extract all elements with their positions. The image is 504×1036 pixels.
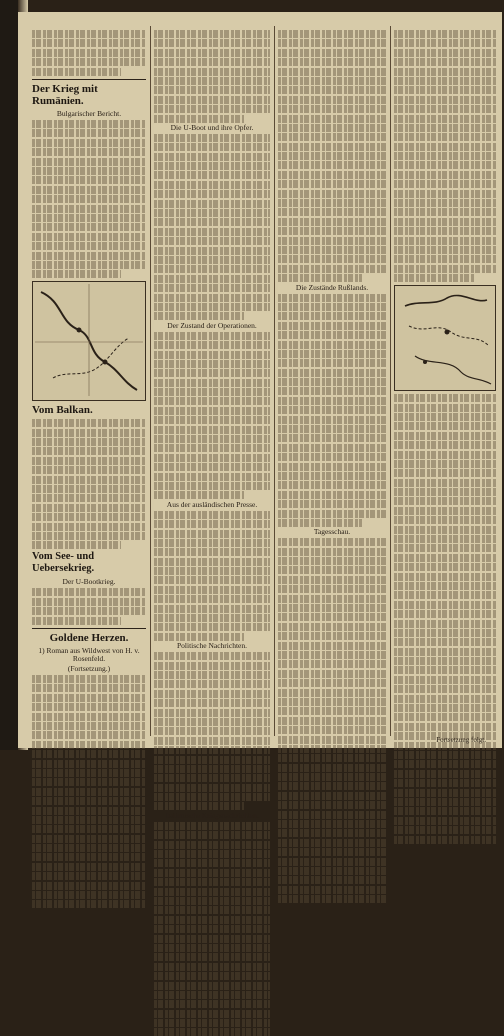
headline-rumania: Der Krieg mit Rumänien.: [32, 83, 98, 108]
column-3: [278, 30, 386, 734]
subhead-italian-news: Italienische Kriegsnachrichten.: [165, 810, 259, 820]
map-rumania-front: [32, 281, 146, 401]
subhead-daily-review: Tagesschau.: [313, 527, 351, 537]
column-rule: [274, 26, 275, 736]
subhead-uboot: Der U-Bootkrieg.: [62, 577, 116, 587]
headline-balkan: Vom Balkan.: [32, 404, 93, 417]
newspaper-page: [18, 12, 502, 820]
column-2: [154, 30, 270, 820]
subhead-foreign-press: Aus der ausländischen Presse.: [166, 499, 258, 509]
column-rule: [150, 26, 151, 736]
map-eastern-front: [394, 285, 496, 391]
continuation-note: Fortsetzung folgt.: [436, 736, 486, 744]
subhead-political-news: Politische Nachrichten.: [177, 641, 247, 651]
column-rule: [390, 26, 391, 736]
headline-sea-war: Vom See- und Uebersekrieg.: [32, 551, 95, 575]
novel-continuation: (Fortsetzung.): [67, 664, 111, 674]
subhead-uboot-victims: Die U-Boot und ihre Opfer.: [170, 122, 254, 132]
book-binding-edge: [0, 0, 18, 750]
novel-subtitle: 1) Roman aus Wildwest von H. v. Rosenfeld.: [38, 646, 140, 664]
subhead-operations: Der Zustand der Operationen.: [167, 320, 257, 330]
headline-novel: Goldene Herzen.: [49, 632, 129, 645]
column-1: [32, 30, 146, 734]
subhead-russia-conditions: Die Zustände Rußlands.: [295, 282, 369, 292]
column-4: [394, 30, 496, 734]
subhead-bulgarian-report: Bulgarischer Bericht.: [56, 109, 122, 119]
